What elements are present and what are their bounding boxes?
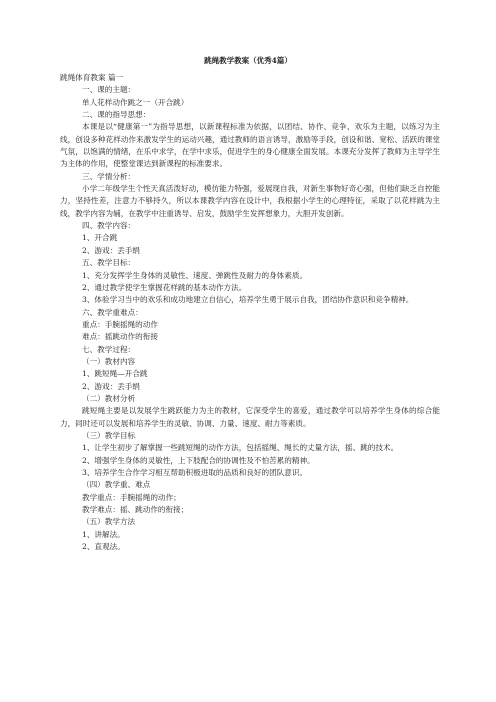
- content-item-2: 2、游戏：丢手绢: [82, 245, 140, 255]
- method-1: 1、讲解法。: [82, 529, 125, 539]
- heading-topic: 一、课的主题：: [82, 85, 136, 95]
- content-item-1: 1、开合跳: [82, 233, 118, 243]
- material-item-2: 2、游戏：丢手绢: [82, 381, 140, 391]
- subheading-key-difficult: （四）教学重、难点: [82, 480, 151, 490]
- heading-guiding-idea: 二、课的指导思想：: [82, 110, 151, 120]
- teaching-goal-3: 3、培养学生合作学习相互帮助积极进取的品质和良好的团队意识。: [82, 468, 308, 477]
- objective-1: 1、充分发挥学生身体的灵敏性、速度、弹跳性及耐力的身体素质。: [82, 270, 308, 280]
- topic-text: 单人花样动作跳之一（开合跳）: [82, 97, 189, 107]
- heading-student-analysis: 三、学情分析：: [82, 171, 136, 181]
- teaching-goal-2: 2、增强学生身体的灵敏性，上下肢配合的协调性及不怕苦累的精神。: [82, 455, 315, 465]
- heading-objectives: 五、教学目标：: [82, 258, 136, 268]
- heading-process: 七、教学过程：: [82, 344, 136, 354]
- section-header: 跳绳体育教案 篇一: [60, 73, 124, 82]
- guiding-idea-paragraph: 本课是以“健康第一”为指导思想，以新课程标准为依据，以团结、协作、竞争、欢乐为主题，以练习为主线，创设多种花样动作来激发学生的运动兴趣，通过教师的语言诱导，激励等手段，创设和谐、宽松、活跃的课堂气氛，以饱满的情绪，在乐中求学，在学中求乐，促进学生的身心健康全面发展。本课充分发挥了教师为主导学生为主体的作用，使整堂课达到新课程的标准要求。: [60, 122, 440, 169]
- subheading-materials: （一）教材内容: [82, 356, 136, 366]
- subheading-material-analysis: （二）教材分析: [82, 393, 136, 403]
- method-2: 2、直观法。: [82, 542, 125, 552]
- material-analysis-paragraph: 跳短绳主要是以发展学生跳跃能力为主的教材，它深受学生的喜爱，通过教学可以培养学生身体的综合能力，同时还可以发展和培养学生的灵敏、协调、力量、速度、耐力等素质。: [60, 406, 440, 428]
- heading-content: 四、教学内容：: [82, 221, 136, 231]
- teaching-goal-1: 1、让学生初步了解掌握一些跳短绳的动作方法，包括摇绳、绳长的丈量方法，摇、跳的技术。: [82, 443, 399, 453]
- objective-3: 3、体验学习当中的欢乐和成功地建立自信心，培养学生勇于展示自我，团结协作意识和竞争精神。: [82, 295, 414, 305]
- key-point: 重点：手腕摇绳的动作: [82, 319, 158, 329]
- subheading-methods: （五）教学方法: [82, 517, 136, 527]
- teaching-key-point: 教学重点：手腕摇绳的动作；: [82, 492, 181, 502]
- document-title: 跳绳教学教案（优秀4篇）: [204, 56, 292, 65]
- heading-key-points: 六、教学重难点：: [82, 307, 143, 317]
- subheading-teaching-goals: （三）教学目标: [82, 430, 136, 440]
- student-analysis-paragraph: 小学二年级学生个性天真活泼好动，模仿能力特强，爱展现自我，对新生事物好奇心强，但他们缺乏自控能力，坚持性差，注意力不够持久，所以本课教学内容在设计中，我根据小学生的心理特征，采取了以花样跳为主线，教学内容为辅，在教学中注重诱导、启发，鼓励学生发挥想象力，大胆开发创新。: [60, 184, 440, 218]
- difficult-point: 难点：摇跳动作的衔接: [82, 332, 158, 342]
- objective-2: 2、通过教学使学生掌握花样跳的基本动作方法。: [82, 282, 247, 292]
- material-item-1: 1、跳短绳—开合跳: [82, 369, 148, 379]
- document-body: [60, 72, 440, 553]
- teaching-difficult-point: 教学难点：摇、跳动作的衔接；: [82, 505, 189, 515]
